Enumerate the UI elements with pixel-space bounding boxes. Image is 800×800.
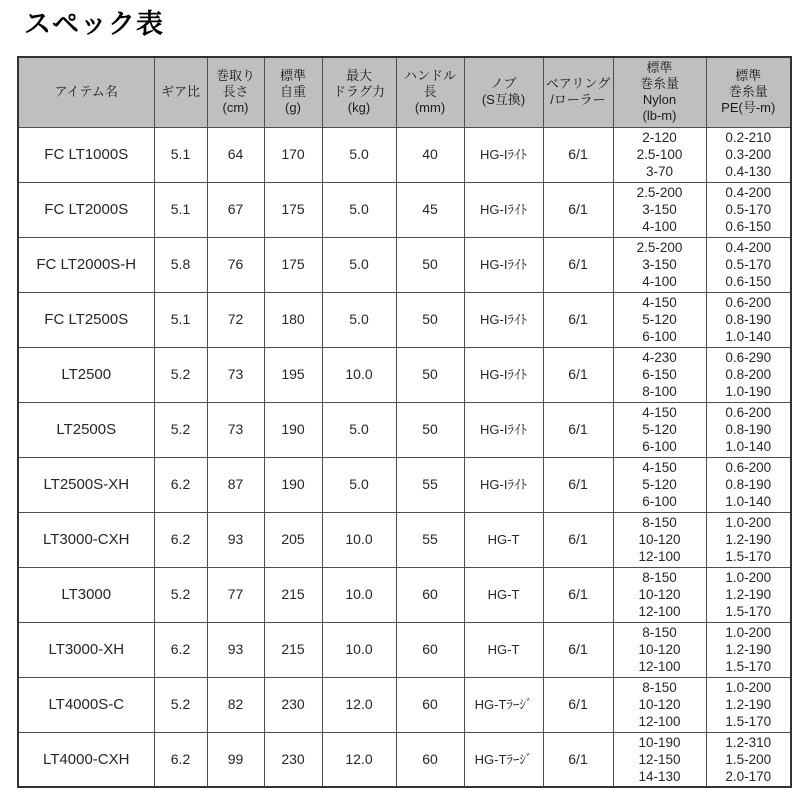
table-row [18, 347, 791, 402]
cell-drag: 5.0 [322, 402, 396, 457]
cell-bearing: 6/1 [543, 402, 613, 457]
cell-weight: 175 [264, 182, 322, 237]
cell-weight: 195 [264, 347, 322, 402]
cell-bearing: 6/1 [543, 237, 613, 292]
cell-knob: HG-Iﾗｲﾄ [464, 292, 543, 347]
cell-pe: 0.6-200 0.8-190 1.0-140 [706, 292, 791, 347]
cell-retrieve: 72 [207, 292, 264, 347]
cell-retrieve: 64 [207, 127, 264, 182]
cell-retrieve: 93 [207, 622, 264, 677]
cell-gear: 6.2 [154, 622, 207, 677]
cell-handle: 50 [396, 292, 464, 347]
cell-knob: HG-Iﾗｲﾄ [464, 237, 543, 292]
cell-nylon: 2.5-200 3-150 4-100 [613, 182, 706, 237]
col-header-handle: ハンドル 長 (mm) [396, 57, 464, 127]
col-header-knob: ノブ (S互換) [464, 57, 543, 127]
cell-retrieve: 99 [207, 732, 264, 787]
cell-gear: 5.1 [154, 182, 207, 237]
cell-nylon: 8-150 10-120 12-100 [613, 567, 706, 622]
cell-retrieve: 82 [207, 677, 264, 732]
cell-pe: 0.6-200 0.8-190 1.0-140 [706, 402, 791, 457]
cell-knob: HG-Iﾗｲﾄ [464, 127, 543, 182]
cell-nylon: 4-150 5-120 6-100 [613, 292, 706, 347]
cell-nylon: 4-150 5-120 6-100 [613, 457, 706, 512]
cell-gear: 5.1 [154, 127, 207, 182]
table-row [18, 567, 791, 622]
table-row [18, 292, 791, 347]
cell-weight: 230 [264, 677, 322, 732]
cell-retrieve: 76 [207, 237, 264, 292]
table-row [18, 457, 791, 512]
cell-pe: 0.4-200 0.5-170 0.6-150 [706, 237, 791, 292]
col-header-nylon: 標準 巻糸量 Nylon (lb-m) [613, 57, 706, 127]
cell-bearing: 6/1 [543, 732, 613, 787]
cell-gear: 5.2 [154, 402, 207, 457]
cell-knob: HG-Tﾗｰｼﾞ [464, 732, 543, 787]
cell-weight: 215 [264, 567, 322, 622]
cell-handle: 50 [396, 347, 464, 402]
cell-pe: 1.0-200 1.2-190 1.5-170 [706, 677, 791, 732]
cell-handle: 45 [396, 182, 464, 237]
cell-drag: 10.0 [322, 512, 396, 567]
cell-handle: 40 [396, 127, 464, 182]
cell-pe: 0.6-290 0.8-200 1.0-190 [706, 347, 791, 402]
cell-handle: 60 [396, 677, 464, 732]
cell-knob: HG-Iﾗｲﾄ [464, 347, 543, 402]
cell-weight: 230 [264, 732, 322, 787]
table-row [18, 402, 791, 457]
cell-knob: HG-T [464, 512, 543, 567]
cell-drag: 10.0 [322, 622, 396, 677]
cell-handle: 60 [396, 622, 464, 677]
cell-item: LT2500S [18, 402, 154, 457]
cell-item: FC LT2000S-H [18, 237, 154, 292]
cell-gear: 6.2 [154, 457, 207, 512]
cell-drag: 5.0 [322, 457, 396, 512]
cell-weight: 190 [264, 402, 322, 457]
cell-item: LT4000-CXH [18, 732, 154, 787]
cell-item: FC LT1000S [18, 127, 154, 182]
cell-knob: HG-Iﾗｲﾄ [464, 457, 543, 512]
cell-handle: 50 [396, 402, 464, 457]
cell-bearing: 6/1 [543, 457, 613, 512]
cell-weight: 215 [264, 622, 322, 677]
cell-pe: 1.2-310 1.5-200 2.0-170 [706, 732, 791, 787]
cell-weight: 205 [264, 512, 322, 567]
cell-retrieve: 87 [207, 457, 264, 512]
table-row [18, 182, 791, 237]
col-header-pe: 標準 巻糸量 PE(号-m) [706, 57, 791, 127]
cell-gear: 5.2 [154, 567, 207, 622]
cell-knob: HG-Iﾗｲﾄ [464, 402, 543, 457]
col-header-retrieve: 巻取り 長さ (cm) [207, 57, 264, 127]
cell-pe: 0.2-210 0.3-200 0.4-130 [706, 127, 791, 182]
cell-nylon: 8-150 10-120 12-100 [613, 622, 706, 677]
cell-handle: 50 [396, 237, 464, 292]
cell-weight: 180 [264, 292, 322, 347]
cell-knob: HG-T [464, 567, 543, 622]
cell-retrieve: 77 [207, 567, 264, 622]
table-header-row [18, 57, 791, 127]
cell-bearing: 6/1 [543, 127, 613, 182]
cell-weight: 175 [264, 237, 322, 292]
cell-retrieve: 73 [207, 402, 264, 457]
cell-drag: 5.0 [322, 292, 396, 347]
cell-item: LT3000-XH [18, 622, 154, 677]
cell-retrieve: 93 [207, 512, 264, 567]
cell-drag: 12.0 [322, 677, 396, 732]
col-header-drag: 最大 ドラグ力 (kg) [322, 57, 396, 127]
col-header-item: アイテム名 [18, 57, 154, 127]
cell-nylon: 10-190 12-150 14-130 [613, 732, 706, 787]
cell-drag: 10.0 [322, 567, 396, 622]
cell-drag: 5.0 [322, 182, 396, 237]
cell-bearing: 6/1 [543, 512, 613, 567]
cell-handle: 55 [396, 457, 464, 512]
cell-gear: 5.1 [154, 292, 207, 347]
cell-item: LT4000S-C [18, 677, 154, 732]
cell-weight: 190 [264, 457, 322, 512]
cell-handle: 60 [396, 567, 464, 622]
cell-handle: 55 [396, 512, 464, 567]
cell-retrieve: 67 [207, 182, 264, 237]
table-row [18, 512, 791, 567]
cell-pe: 1.0-200 1.2-190 1.5-170 [706, 512, 791, 567]
cell-nylon: 2.5-200 3-150 4-100 [613, 237, 706, 292]
cell-drag: 10.0 [322, 347, 396, 402]
cell-weight: 170 [264, 127, 322, 182]
cell-drag: 12.0 [322, 732, 396, 787]
cell-gear: 5.2 [154, 677, 207, 732]
cell-item: FC LT2000S [18, 182, 154, 237]
table-row [18, 237, 791, 292]
table-row [18, 127, 791, 182]
col-header-bearing: ベアリング /ローラー [543, 57, 613, 127]
cell-knob: HG-T [464, 622, 543, 677]
cell-pe: 0.6-200 0.8-190 1.0-140 [706, 457, 791, 512]
cell-nylon: 2-120 2.5-100 3-70 [613, 127, 706, 182]
cell-gear: 6.2 [154, 732, 207, 787]
cell-gear: 6.2 [154, 512, 207, 567]
cell-gear: 5.2 [154, 347, 207, 402]
cell-knob: HG-Tﾗｰｼﾞ [464, 677, 543, 732]
cell-bearing: 6/1 [543, 347, 613, 402]
table-row [18, 732, 791, 787]
cell-item: FC LT2500S [18, 292, 154, 347]
cell-handle: 60 [396, 732, 464, 787]
cell-item: LT3000 [18, 567, 154, 622]
cell-bearing: 6/1 [543, 567, 613, 622]
cell-bearing: 6/1 [543, 622, 613, 677]
cell-item: LT2500S-XH [18, 457, 154, 512]
spec-table [17, 56, 792, 788]
cell-pe: 0.4-200 0.5-170 0.6-150 [706, 182, 791, 237]
cell-bearing: 6/1 [543, 292, 613, 347]
table-row [18, 677, 791, 732]
cell-bearing: 6/1 [543, 677, 613, 732]
cell-bearing: 6/1 [543, 182, 613, 237]
cell-item: LT3000-CXH [18, 512, 154, 567]
table-row [18, 622, 791, 677]
col-header-weight: 標準 自重 (g) [264, 57, 322, 127]
col-header-gear: ギア比 [154, 57, 207, 127]
cell-retrieve: 73 [207, 347, 264, 402]
cell-pe: 1.0-200 1.2-190 1.5-170 [706, 622, 791, 677]
cell-nylon: 8-150 10-120 12-100 [613, 677, 706, 732]
cell-gear: 5.8 [154, 237, 207, 292]
cell-nylon: 8-150 10-120 12-100 [613, 512, 706, 567]
page-title: スペック表 [24, 9, 164, 39]
cell-item: LT2500 [18, 347, 154, 402]
cell-drag: 5.0 [322, 237, 396, 292]
cell-nylon: 4-230 6-150 8-100 [613, 347, 706, 402]
cell-nylon: 4-150 5-120 6-100 [613, 402, 706, 457]
cell-drag: 5.0 [322, 127, 396, 182]
cell-knob: HG-Iﾗｲﾄ [464, 182, 543, 237]
cell-pe: 1.0-200 1.2-190 1.5-170 [706, 567, 791, 622]
